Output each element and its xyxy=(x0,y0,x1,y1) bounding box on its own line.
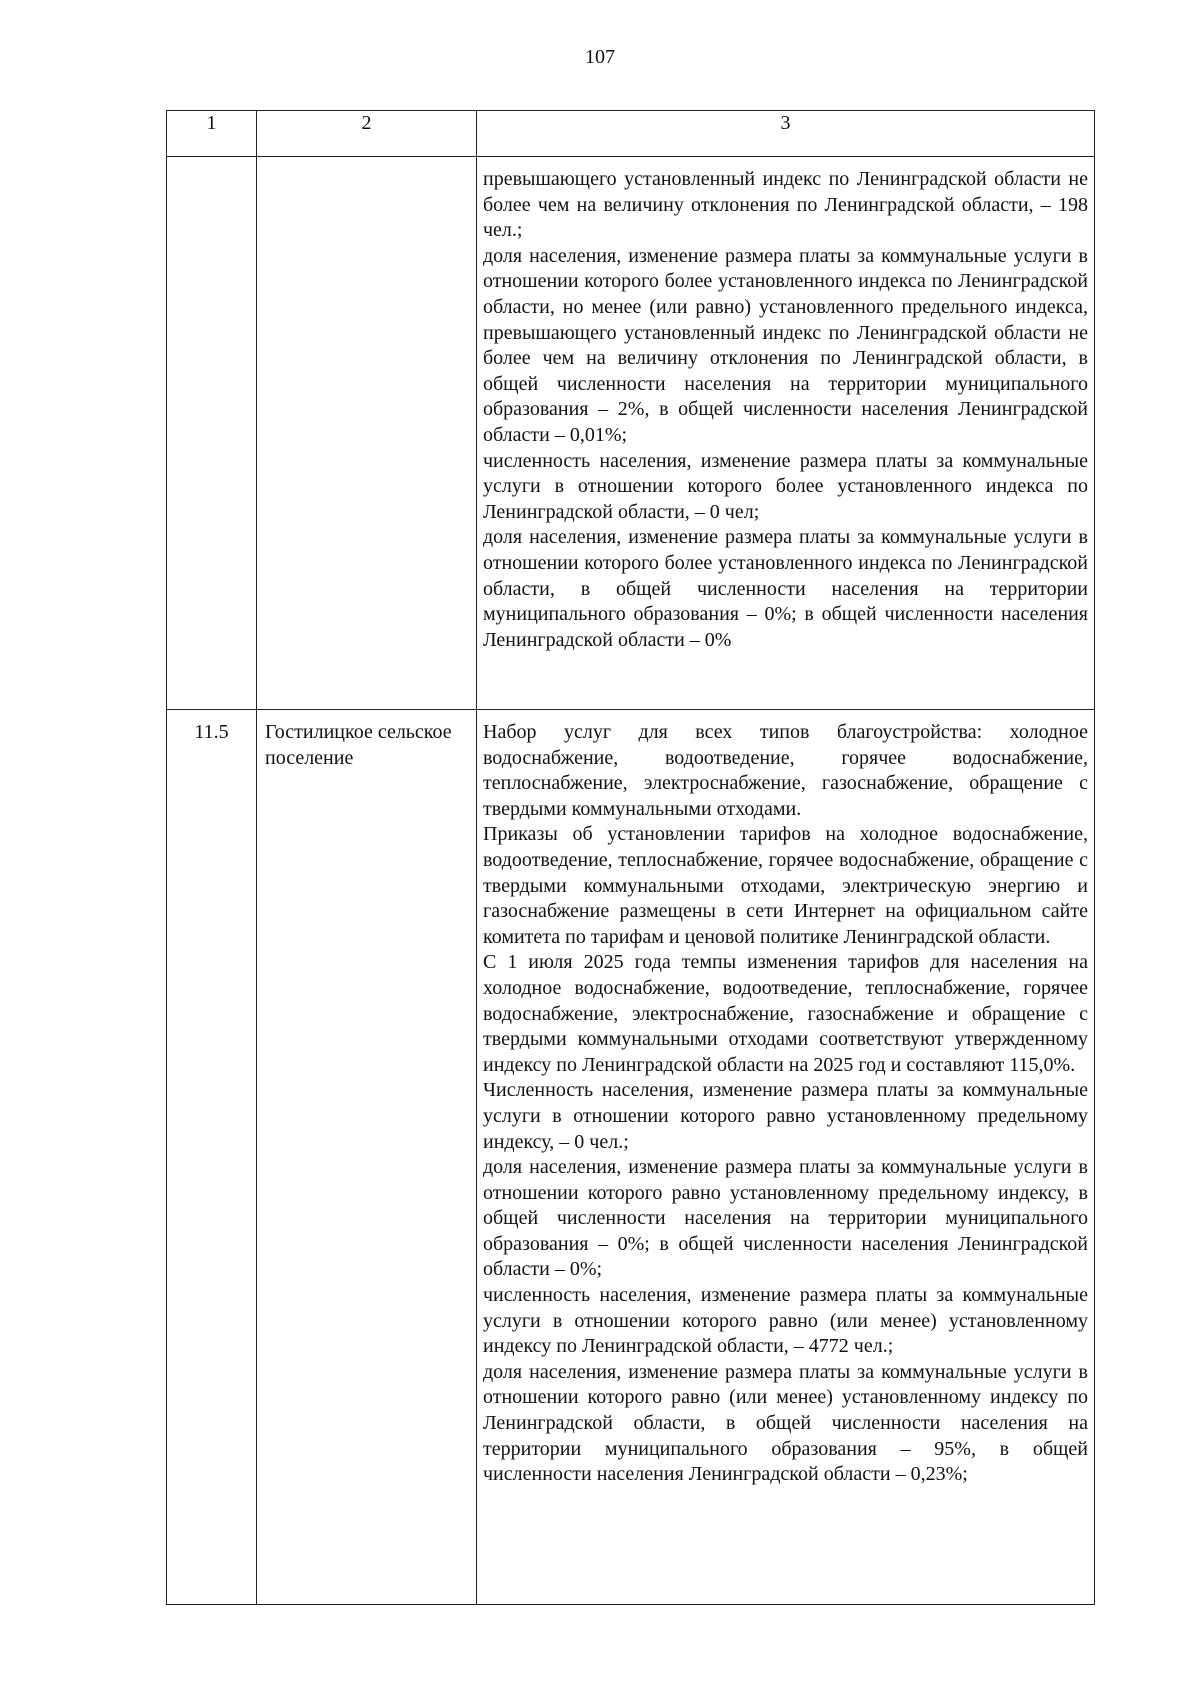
row-number-cell: 11.5 xyxy=(167,710,257,1605)
table-row xyxy=(167,157,1095,710)
header-col-1: 1 xyxy=(167,111,257,157)
paragraph: доля населения, изменение размера платы за коммунальные услуги в отношении которого равно (или менее) установленному индексу по Ленинградской области, в общей численности населения на территории муниципального образования – 95%, в общей численности населения Ленинградской области – 0,23%; xyxy=(483,1360,1088,1486)
paragraph: превышающего установленный индекс по Ленинградской области не более чем на величину отклонения по Ленинградской области, – 198 чел.; xyxy=(483,168,1088,242)
row-number-cell xyxy=(167,157,257,710)
paragraph: С 1 июля 2025 года темпы изменения тарифов для населения на холодное водоснабжение, водоотведение, теплоснабжение, горячее водоснабжение, электроснабжение, газоснабжение и обращение с твердыми коммунальными отходами соответствуют утвержденному индексу по Ленинградской области на 2025 год и составляют 115,0%. xyxy=(483,951,1088,1076)
paragraph: доля населения, изменение размера платы за коммунальные услуги в отношении которого более установленного индекса по Ленинградской области, в общей численности населения на территории муниципального образования – 0%; в общей численности населения Ленинградской области – 0% xyxy=(483,526,1088,651)
paragraph: Приказы об установлении тарифов на холодное водоснабжение, водоотведение, теплоснабжение, горячее водоснабжение, обращение с твердыми коммунальными отходами, электрическую энергию и газоснабжение размещены в сети Интернет на официальном сайте комитета по тарифам и ценовой политике Ленинградской области. xyxy=(483,823,1088,948)
paragraph: доля населения, изменение размера платы за коммунальные услуги в отношении которого более установленного индекса по Ленинградской области, но менее (или равно) установленного предельного индекса, превышающего установленный индекс по Ленинградской области не более чем на величину отклонения по Ленинградской области, в общей численности населения на территории муниципального образования – 2%, в общей численности населения Ленинградской области – 0,01%; xyxy=(483,244,1088,446)
table-header-row xyxy=(167,111,1095,157)
paragraph: численность населения, изменение размера платы за коммунальные услуги в отношении которого равно (или менее) установленному индексу по Ленинградской области, – 4772 чел.; xyxy=(483,1284,1088,1358)
document-table xyxy=(166,110,1095,1605)
settlement-name-cell: Гостилицкое сельское поселение xyxy=(257,710,477,1605)
header-col-3: 3 xyxy=(477,111,1095,157)
paragraph: доля населения, изменение размера платы за коммунальные услуги в отношении которого равно установленному предельному индексу, в общей численности населения на территории муниципального образования – 0%; в общей численности населения Ленинградской области – 0%; xyxy=(483,1156,1088,1281)
header-col-2: 2 xyxy=(257,111,477,157)
page-number: 107 xyxy=(585,46,615,68)
description-cell xyxy=(477,710,1095,1605)
description-cell xyxy=(477,157,1095,710)
paragraph: Набор услуг для всех типов благоустройства: холодное водоснабжение, водоотведение, горячее водоснабжение, теплоснабжение, электроснабжение, газоснабжение, обращение с твердыми коммунальными отходами. xyxy=(483,721,1088,820)
paragraph: численность населения, изменение размера платы за коммунальные услуги в отношении которого более установленного индекса по Ленинградской области, – 0 чел; xyxy=(483,449,1088,523)
paragraph: Численность населения, изменение размера платы за коммунальные услуги в отношении которого равно установленному предельному индексу, – 0 чел.; xyxy=(483,1079,1088,1153)
settlement-name-cell xyxy=(257,157,477,710)
table-row xyxy=(167,710,1095,1605)
